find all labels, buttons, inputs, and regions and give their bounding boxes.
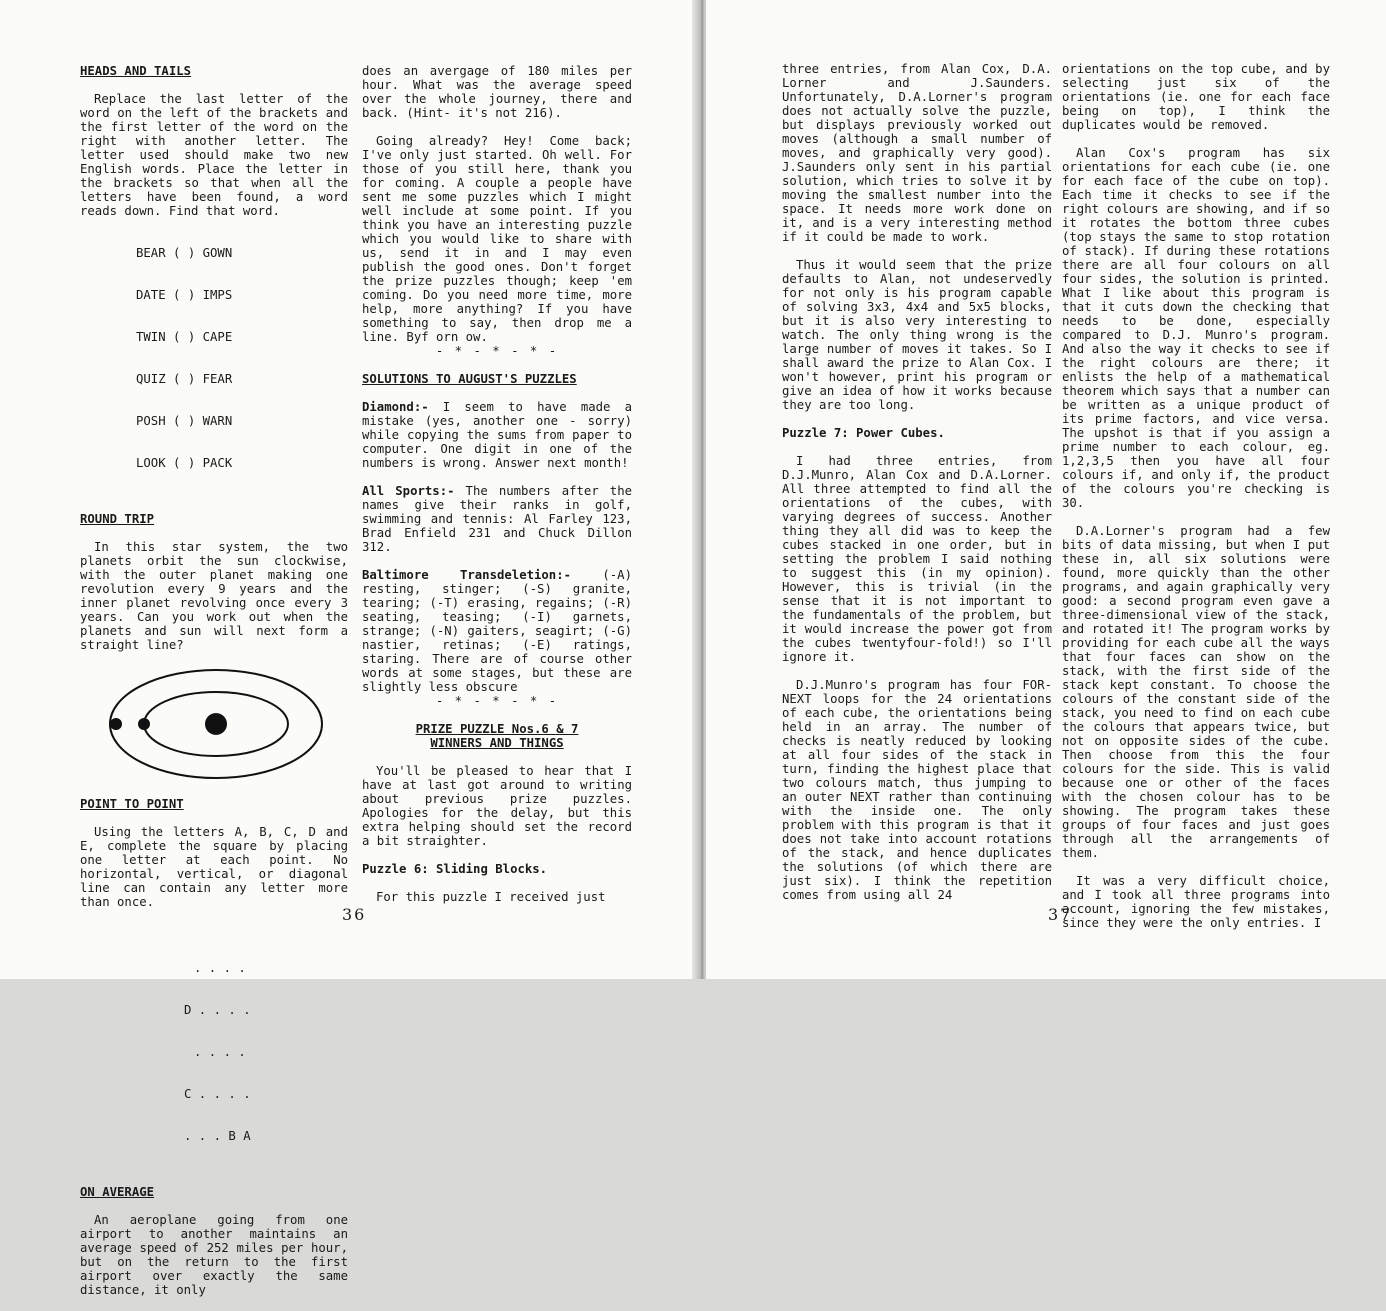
all-sports-solution [362,484,632,554]
inner-planet-icon [138,718,150,730]
right-column-1 [782,62,1052,916]
all-sports-text: The numbers after the names give their ranks in golf, swimming and tennis: Al Farley 123, Brad Enfield 231 and Chuck Dillon 312. [362,484,632,554]
prize-puzzle-heading: PRIZE PUZZLE Nos.6 & 7 [415,722,579,736]
grid-row: . . . . [194,961,246,975]
entries-text: three entries, from Alan Cox, D.A. Lorner and J.Saunders. Unfortunately, D.A.Lorner's program does not actually solve the puzzle, but displays previously worked out moves (although a small number of moves, and graphically very good). J.Saunders only sent in his partial solution, which tries to solve it by moving the smallest number into the space. It needs more work done on it, and is a very interesting method if it could be made to work. [782,62,1052,244]
grid-row: . . . B A [184,1129,251,1143]
word-pair: QUIZ ( ) FEAR [136,372,233,386]
puzzle-6-text: For this puzzle I received just [376,890,606,904]
sun-icon [205,713,227,735]
baltimore-label: Baltimore Transdeletion:- [362,568,572,582]
puzzle-6-heading: Puzzle 6: Sliding Blocks. [362,862,548,876]
right-column-2 [1062,62,1330,944]
heads-and-tails-heading: HEADS AND TAILS [80,64,192,78]
grid-row: . . . . [194,1045,246,1059]
word-pair-list [136,218,348,498]
going-already-text: Going already? Hey! Come back; I've only just started. Oh well. For those of you still here, thank you for coming. A couple a people have sent me some puzzles which I might well include at some point. If you think you have an interesting puzzle which you would like to share with us, send it in and I may even publish the good ones. Don't forget the prize puzzles though; keep 'em coming. Do you need more time, more help, more anything? If you have something to say, then drop me a line. Byf orn ow. [362,134,632,344]
baltimore-solution [362,568,632,694]
prize-text: You'll be pleased to hear that I have at last got around to writing about previous prize puzzles. Apologies for the delay, but this extra helping should set the record a bit straighter. [362,764,632,848]
on-average-text: An aeroplane going from one airport to another maintains an average speed of 252 miles per hour, but on the return to the first airport over exactly the same distance, it only [80,1213,348,1297]
diamond-solution [362,400,632,470]
right-page [706,0,1386,979]
diamond-label: Diamond:- [362,400,429,414]
left-column-2 [362,64,632,918]
section-divider: - * - * - * - [435,694,559,708]
round-trip-heading: ROUND TRIP [80,512,155,526]
baltimore-text: (-A) resting, stinger; (-S) granite, tearing; (-T) erasing, regains; (-R) seating, teasing; (-I) garnets, strange; (-N) gaiters, seagirt; (-G) nastier, retinas; (-E) ratings, staring. There are of course other words at some stages, but these are slightly less obscure [362,568,632,694]
orbit-diagram [108,666,348,787]
letter-grid [184,933,348,1171]
left-column-1 [80,64,348,1311]
difficult-choice-text: It was a very difficult choice, and I took all three programs into account, ignoring the few mistakes, since they were the only entries. I [1062,874,1330,930]
puzzle-7-heading: Puzzle 7: Power Cubes. [782,426,945,440]
word-pair: BEAR ( ) GOWN [136,246,233,260]
cox-program-text: Alan Cox's program has six orientations for each cube (ie. one for each face of the cube on top). Each time it checks to see if the right colours are showing, and if so it rotates the bottom three cubes (top stays the same to stop rotation of stack). If during these rotations there are all four colours on all four sides, the solution is printed. What I like about this program is that it cuts down the checking that needs to be done, especially compared to D.J. Munro's program. And also the way it checks to see if the right colours are there; it enlists the help of a mathematical theorem which says that a number can be written as a unique product of its prime factors, and vice versa. The upshot is that if you assign a prime number to each colour, eg. 1,2,3,5 then you have all four colours if, and only if, the product of the colours you're checking is 30. [1062,146,1330,510]
word-pair: POSH ( ) WARN [136,414,233,428]
average-continued-text: does an avergage of 180 miles per hour. What was the average speed over the whole journey, there and back. (Hint- it's not 216). [362,64,632,120]
page-number-36: 36 [342,905,367,924]
word-pair: DATE ( ) IMPS [136,288,233,302]
grid-row: C . . . . [184,1087,251,1101]
lorner-program-text: D.A.Lorner's program had a few bits of data missing, but when I put these in, all six solutions were found, more quickly than the other programs, and again graphically very good: a second program even gave a three-dimensional view of the stack, and rotated it! The program works by providing for each cube all the ways that four faces can show on the stack, with the first side of the stack kept constant. To choose the colours of the constant side of the stack, you need to find on each cube the colours that appears twice, but not on opposite sides of the cube. Then choose from this the four colours for the side. This is valid because one or other of the faces with the chosen colour has to be showing. The program takes these groups of four faces and just goes through all the arrangements of them. [1062,524,1330,860]
word-pair: LOOK ( ) PACK [136,456,233,470]
round-trip-text: In this star system, the two planets orbit the sun clockwise, with the outer planet making one revolution every 9 years and the inner planet revolving once every 3 years. Can you work out when the planets and sun will next form a straight line? [80,540,348,652]
munro-program-text: D.J.Munro's program has four FOR-NEXT loops for the 24 orientations of each cube, the orientations being held in an array. The number of checks is neatly reduced by looking at all four sides of the stack in turn, finding the highest place that two colours match, thus jumping to an outer NEXT rather than continuing with the inside one. The only problem with this program is that it does not take into account rotations of the stack, and hence duplicates the solutions (of which there are just six). I think the repetition comes from using all 24 [782,678,1052,902]
point-to-point-heading: POINT TO POINT [80,797,184,811]
page-number-37: 37 [1048,905,1073,924]
prize-defaults-text: Thus it would seem that the prize defaults to Alan, not undeservedly for not only is his program capable of solving 3x3, 4x4 and 5x5 blocks, but it is also very interesting to watch. The only thing wrong is the large number of moves it takes. So I shall award the prize to Alan Cox. I won't however, print his program or give an idea of how it works because they are too long. [782,258,1052,412]
heads-and-tails-text: Replace the last letter of the word on the left of the brackets and the first letter of the word on the right with another letter. The letter used should make two new English words. Place the letter in the brackets so that when all the letters have been found, a word reads down. Find that word. [80,92,348,218]
outer-planet-icon [110,718,122,730]
winners-heading: WINNERS AND THINGS [430,736,564,750]
orbit-svg [108,666,348,784]
three-entries-text: I had three entries, from D.J.Munro, Alan Cox and D.A.Lorner. All three attempted to find all the orientations of the cubes, with varying degrees of success. Another thing they all did was to keep the cubes stacked in one order, but in setting the problem I said nothing to suggest this (in my opinion). However, this is trivial (in the sense that it is not important to the fundamentals of the problem, but it would increase the power got from the cubes twentyfour-fold!) so I'll ignore it. [782,454,1052,664]
all-sports-label: All Sports:- [362,484,455,498]
on-average-heading: ON AVERAGE [80,1185,155,1199]
left-page [0,0,700,1297]
diamond-text: I seem to have made a mistake (yes, another one - sorry) while copying the sums from paper to computer. One digit in one of the numbers is wrong. Answer next month! [362,400,632,470]
orientations-text: orientations on the top cube, and by selecting just six of the orientations (ie. one for each face being on top), I think the duplicates would be removed. [1062,62,1330,132]
word-pair: TWIN ( ) CAPE [136,330,233,344]
point-to-point-text: Using the letters A, B, C, D and E, complete the square by placing one letter at each point. No horizontal, vertical, or diagonal line can contain any letter more than once. [80,825,348,909]
grid-row: D . . . . [184,1003,251,1017]
solutions-heading: SOLUTIONS TO AUGUST'S PUZZLES [362,372,577,386]
section-divider: - * - * - * - [435,344,559,358]
